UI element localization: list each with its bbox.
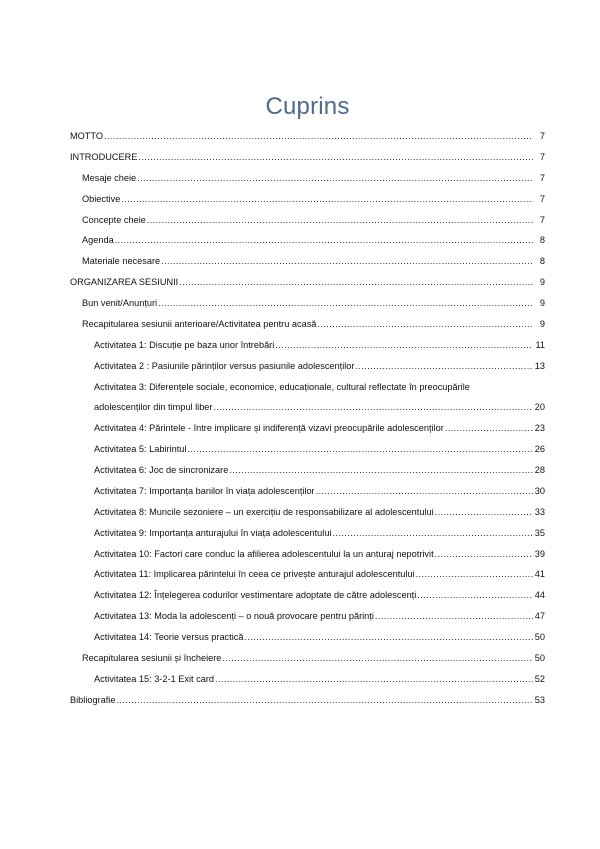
toc-entry-obiective[interactable] bbox=[70, 194, 545, 205]
toc-entry-activitatea-10[interactable] bbox=[70, 549, 545, 560]
toc-entry-label: Activitatea 2 : Pasiunile părinților versus pasiunile adolescenților bbox=[94, 360, 355, 371]
toc-entry-label: Activitatea 9: Importanța anturajului în viața adolescentului bbox=[94, 527, 332, 538]
toc-entry-label: Materiale necesare bbox=[82, 256, 161, 267]
toc-page-number: 7 bbox=[539, 131, 545, 141]
toc-entry-label: Activitatea 14: Teorie versus practică bbox=[94, 632, 244, 643]
toc-entry-label: INTRODUCERE bbox=[70, 151, 138, 162]
toc-entry-introducere[interactable] bbox=[70, 152, 545, 163]
dot-leader bbox=[316, 486, 533, 497]
dot-leader bbox=[137, 173, 533, 184]
toc-page-number: 44 bbox=[534, 590, 545, 601]
dot-leader bbox=[213, 402, 532, 413]
toc-entry-agenda[interactable] bbox=[70, 235, 545, 246]
toc-entry-label: Activitatea 10: Factori care conduc la afilierea adolescentului la un anturaj nepotrivit bbox=[94, 548, 434, 559]
toc-page-number: 47 bbox=[534, 611, 545, 622]
toc-entry-label: MOTTO bbox=[70, 131, 104, 141]
toc-entry-organizarea-sesiunii[interactable] bbox=[70, 277, 545, 288]
toc-entry-label: Activitatea 4: Părintele - între implicare și indiferență vizavi preocupările adolescenților bbox=[94, 423, 444, 434]
toc-entry-label: Activitatea 13: Moda la adolescenți – o nouă provocare pentru părinți bbox=[94, 611, 374, 622]
dot-leader bbox=[104, 131, 533, 142]
toc-entry-label: Recapitularea sesiunii anterioare/Activitatea pentru acasă bbox=[82, 319, 317, 330]
toc-entry-activitatea-8[interactable] bbox=[70, 507, 545, 518]
toc-page-number: 50 bbox=[534, 652, 545, 663]
dot-leader bbox=[435, 507, 533, 518]
toc-entry-recapitularea-incheiere[interactable] bbox=[70, 653, 545, 664]
toc-page-number: 9 bbox=[539, 298, 545, 309]
toc-page-number: 8 bbox=[539, 256, 545, 267]
dot-leader bbox=[138, 152, 533, 163]
toc-entry-label: Activitatea 6: Joc de sincronizare bbox=[94, 464, 229, 475]
toc-entry-label: Activitatea 15: 3-2-1 Exit card bbox=[94, 673, 215, 684]
toc-page-number: 11 bbox=[535, 339, 545, 350]
toc-entry-materiale-necesare[interactable] bbox=[70, 256, 545, 267]
toc-page-number: 7 bbox=[539, 193, 545, 204]
dot-leader bbox=[158, 298, 533, 309]
toc-entry-activitatea-6[interactable] bbox=[70, 465, 545, 476]
toc-entry-label: Agenda bbox=[82, 235, 114, 246]
toc-entry-label: Activitatea 7: Importanța banilor în viața adolescenților bbox=[94, 485, 315, 496]
toc-entry-label: Recapitularea sesiunii și încheiere bbox=[82, 652, 222, 663]
dot-leader bbox=[416, 569, 533, 580]
dot-leader bbox=[375, 611, 533, 622]
dot-leader bbox=[215, 674, 533, 685]
dot-leader bbox=[179, 277, 533, 288]
dot-leader bbox=[222, 653, 532, 664]
toc-entry-concepte-cheie[interactable] bbox=[70, 215, 545, 226]
toc-entry-label: Bibliografie bbox=[70, 694, 116, 705]
toc-entry-label: Activitatea 12: Înțelegerea codurilor vestimentare adoptate de către adolescenți bbox=[94, 590, 417, 601]
toc-page-number: 7 bbox=[539, 214, 545, 225]
toc-entry-bun-venit[interactable] bbox=[70, 298, 545, 309]
toc-page-number: 53 bbox=[534, 694, 545, 705]
toc-page-number: 30 bbox=[534, 485, 545, 496]
toc-entry-activitatea-3[interactable] bbox=[70, 382, 545, 414]
dot-leader bbox=[229, 465, 532, 476]
dot-leader bbox=[417, 590, 532, 601]
toc-page-number: 20 bbox=[534, 402, 545, 413]
toc-page-number: 9 bbox=[539, 319, 545, 330]
toc-page-number: 35 bbox=[534, 527, 545, 538]
dot-leader bbox=[435, 549, 533, 560]
toc-entry-motto[interactable] bbox=[70, 131, 545, 142]
toc-entry-activitatea-5[interactable] bbox=[70, 444, 545, 455]
toc-entry-activitatea-9[interactable] bbox=[70, 528, 545, 539]
toc-page-number: 33 bbox=[534, 506, 545, 517]
toc-entry-activitatea-11[interactable] bbox=[70, 569, 545, 580]
toc-entry-label: Activitatea 8: Muncile sezoniere – un exercițiu de responsabilizare al adolescentului bbox=[94, 506, 434, 517]
dot-leader bbox=[355, 361, 532, 372]
toc-entry-activitatea-13[interactable] bbox=[70, 611, 545, 622]
toc-entry-activitatea-12[interactable] bbox=[70, 590, 545, 601]
toc-entry-mesaje-cheie[interactable] bbox=[70, 173, 545, 184]
toc-entry-activitatea-7[interactable] bbox=[70, 486, 545, 497]
dot-leader bbox=[147, 215, 533, 226]
dot-leader bbox=[187, 444, 532, 455]
toc-entry-label: ORGANIZAREA SESIUNII bbox=[70, 277, 179, 288]
toc-page-number: 13 bbox=[534, 360, 545, 371]
toc-entry-label: Concepte cheie bbox=[82, 214, 146, 225]
toc-page-number: 39 bbox=[534, 548, 545, 559]
dot-leader bbox=[121, 194, 533, 205]
toc-entry-label: Activitatea 5: Labirintul bbox=[94, 444, 187, 455]
toc-page-number: 23 bbox=[534, 423, 545, 434]
toc-entry-recapitularea-anterioare[interactable] bbox=[70, 319, 545, 330]
dot-leader bbox=[161, 256, 533, 267]
toc-page-number: 28 bbox=[534, 464, 545, 475]
dot-leader bbox=[275, 340, 533, 351]
toc-entry-continuation bbox=[94, 402, 545, 413]
toc-page-number: 50 bbox=[534, 632, 545, 643]
toc-page-number: 41 bbox=[534, 569, 545, 580]
dot-leader bbox=[317, 319, 533, 330]
dot-leader bbox=[244, 632, 532, 643]
toc-entry-activitatea-4[interactable] bbox=[70, 423, 545, 434]
dot-leader bbox=[445, 423, 533, 434]
dot-leader bbox=[115, 235, 533, 246]
toc-entry-activitatea-1[interactable] bbox=[70, 340, 545, 351]
toc-entry-label: Activitatea 11: Implicarea părintelui în ceea ce privește anturajul adolescentului bbox=[94, 569, 415, 580]
toc-entry-label: Activitatea 1: Discuție pe baza unor întrebări bbox=[94, 339, 275, 350]
toc-page-number: 7 bbox=[539, 151, 545, 162]
toc-page-number: 8 bbox=[539, 235, 545, 246]
toc-entry-label: Bun venit/Anunțuri bbox=[82, 298, 158, 309]
toc-entry-activitatea-14[interactable] bbox=[70, 632, 545, 643]
toc-page-number: 7 bbox=[539, 172, 545, 183]
dot-leader bbox=[332, 528, 532, 539]
toc-entry-activitatea-15[interactable] bbox=[70, 674, 545, 685]
toc-entry-bibliografie[interactable] bbox=[70, 695, 545, 706]
toc-entry-label-line2: adolescenților din timpul liber bbox=[94, 402, 213, 413]
toc-entry-label: Mesaje cheie bbox=[82, 172, 137, 183]
toc-page-number: 52 bbox=[534, 673, 545, 684]
toc-entry-activitatea-2[interactable] bbox=[70, 361, 545, 372]
table-of-contents bbox=[70, 131, 545, 716]
toc-page-number: 26 bbox=[534, 444, 545, 455]
page-title: Cuprins bbox=[265, 93, 350, 120]
dot-leader bbox=[116, 695, 532, 706]
toc-entry-label: Activitatea 3: Diferențele sociale, economice, educaționale, cultural reflectate în preocupările bbox=[94, 381, 470, 392]
toc-page-number: 9 bbox=[539, 277, 545, 288]
toc-entry-label: Obiective bbox=[82, 193, 121, 204]
